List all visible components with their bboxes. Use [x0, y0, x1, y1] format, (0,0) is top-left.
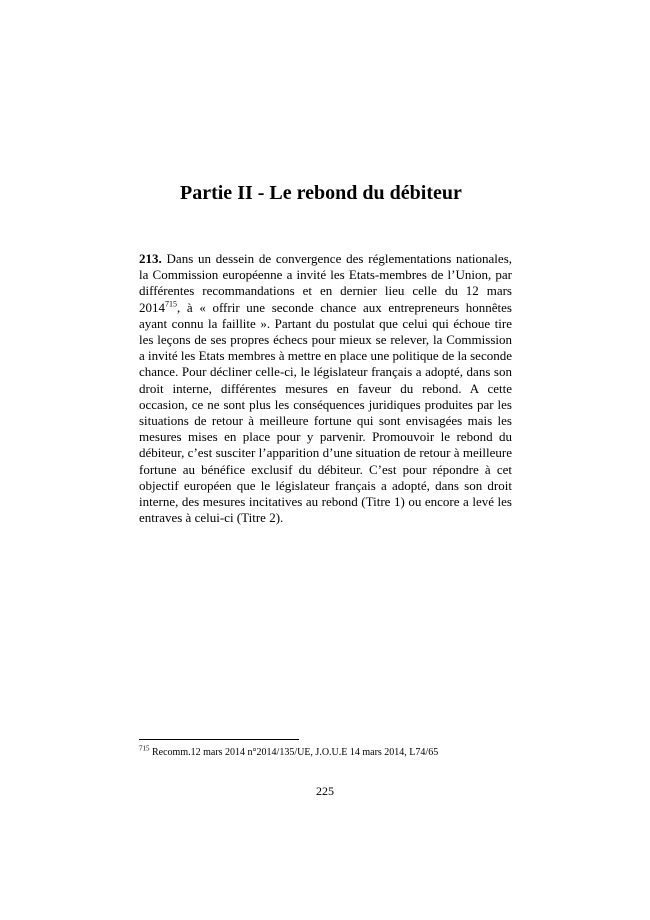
page-title: Partie II - Le rebond du débiteur	[180, 182, 462, 204]
footnote	[139, 746, 512, 759]
body-paragraph	[139, 251, 512, 526]
footnote-reference: 715	[165, 299, 177, 309]
footnote-number: 715	[139, 744, 150, 753]
footnote-separator	[139, 739, 299, 740]
paragraph-text-start: Dans un dessein de convergence des réglementations nationales, la Commission européenne a invité les Etats-membres de l’Union, par différentes recommandations et en dernier lieu celle du 12 mars 2014	[139, 251, 512, 315]
paragraph-text-end: , à « offrir une seconde chance aux entrepreneurs honnêtes ayant connu la faillite ». Partant du postulat que celui qui échoue tire les leçons de ses propres échecs pour mieux se relever, la Commission a invité les Etats membres à mettre en place une politique de la seconde chance. Pour décliner celle-ci, le législateur français a adopté, dans son droit interne, différentes mesures en faveur du rebond. A cette occasion, ce ne sont plus les conséquences juridiques produites par les situations de retour à meilleure fortune qui sont envisagées mais les mesures mises en place pour y parvenir. Promouvoir le rebond du débiteur, c’est susciter l’apparition d’une situation de retour à meilleure fortune au bénéfice exclusif du débiteur. C’est pour répondre à cet objectif européen que le législateur français a adopté, dans son droit interne, des mesures incitatives au rebond (Titre 1) ou encore a levé les entraves à celui-ci (Titre 2).	[139, 299, 512, 526]
page-number: 225	[316, 784, 334, 798]
footnote-text: Recomm.12 mars 2014 n°2014/135/UE, J.O.U.E 14 mars 2014, L74/65	[149, 747, 439, 758]
paragraph-number: 213.	[139, 251, 162, 266]
